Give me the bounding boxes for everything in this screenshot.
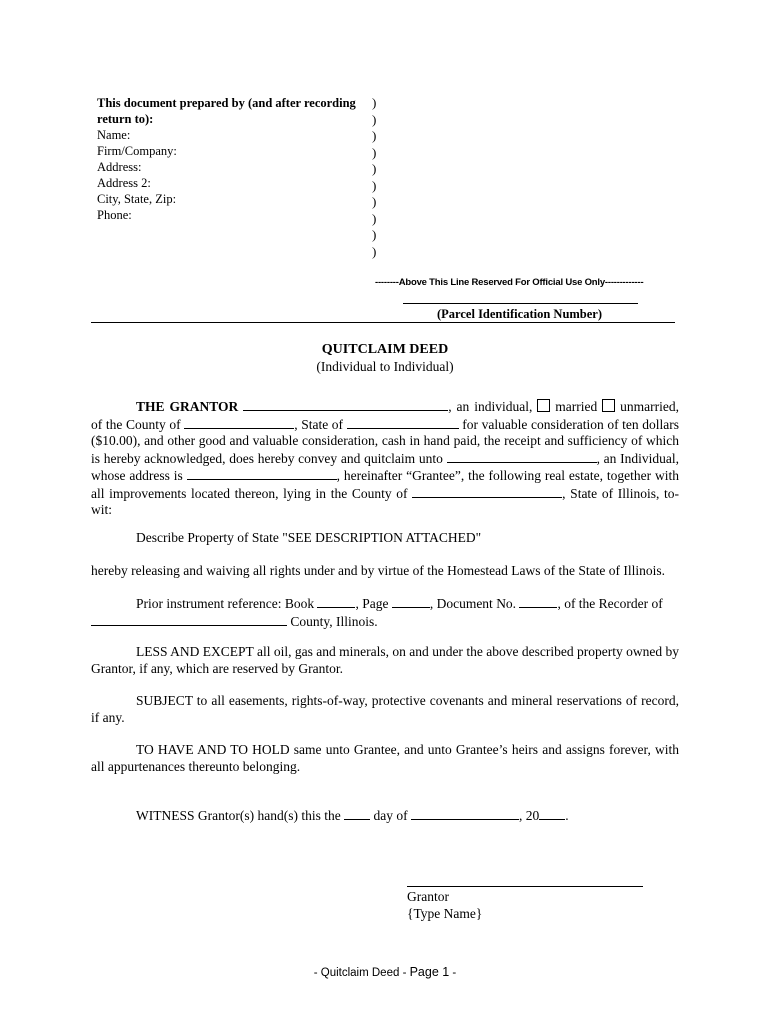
property-county-blank[interactable] — [412, 485, 562, 498]
paren: ) — [372, 128, 377, 143]
grantor-text-7: , State of Illinois, to-wit: — [91, 485, 679, 517]
prior-instrument-paragraph — [91, 595, 679, 630]
witness-line — [136, 807, 569, 825]
homestead-clause: hereby releasing and waiving all rights under and by virtue of the Homestead Laws of the State of Illinois. — [91, 563, 665, 578]
page-blank[interactable] — [392, 595, 430, 608]
parcel-number-blank[interactable] — [403, 303, 638, 304]
married-checkbox[interactable] — [537, 399, 550, 412]
grantor-text-2: unmarried, of the County of — [91, 399, 679, 432]
county-blank[interactable] — [184, 416, 294, 429]
paren: ) — [372, 177, 377, 193]
witness-text-3: , 20 — [518, 808, 540, 823]
witness-day-blank[interactable] — [344, 807, 370, 820]
preparer-field-address: Address: — [97, 160, 142, 174]
parcel-label: (Parcel Identification Number) — [437, 307, 603, 321]
preparer-heading-line2: return to): — [97, 112, 154, 126]
paren: ) — [372, 243, 377, 259]
paren-column — [372, 95, 376, 260]
signature-line[interactable] — [407, 886, 643, 887]
the-grantor-label: THE GRANTOR — [136, 399, 239, 414]
less-except-paragraph: LESS AND EXCEPT all oil, gas and minerals, on and under the above described property owned by Grantor, if any, which are reserved by Grantor. — [91, 644, 679, 676]
witness-year-blank[interactable] — [539, 807, 565, 820]
document-title: QUITCLAIM DEED — [321, 342, 449, 357]
grantor-name-blank[interactable] — [243, 398, 448, 411]
prior-text-5: County, Illinois. — [290, 613, 378, 629]
witness-text-1: WITNESS Grantor(s) hand(s) this the — [136, 808, 341, 823]
footer-page-number: Page 1 — [409, 965, 450, 979]
footer-right: - — [449, 967, 457, 979]
to-have-paragraph: TO HAVE AND TO HOLD same unto Grantee, and unto Grantee’s heirs and assigns forever, with all appurtenances thereunto belonging. — [91, 742, 679, 774]
page-footer — [0, 965, 770, 979]
grantor-text-5: , an Individual, whose address is — [91, 450, 679, 483]
prior-text-1: Prior instrument reference: Book — [136, 596, 315, 611]
grantee-address-blank[interactable] — [187, 467, 337, 480]
married-label: married — [555, 399, 598, 414]
signature-grantor-label: Grantor — [407, 889, 449, 904]
unmarried-checkbox[interactable] — [602, 399, 615, 412]
book-blank[interactable] — [317, 595, 355, 608]
signature-type-name: {Type Name} — [407, 906, 483, 921]
grantor-text-4: for valuable consideration of ten dollars ($10.00), and other good and valuable consideration, cash in hand paid, the receipt and sufficiency of which is hereby acknowledged, does hereby convey and quitclaim unto — [91, 416, 680, 466]
grantor-paragraph — [91, 398, 679, 519]
describe-property: Describe Property of State "SEE DESCRIPTION ATTACHED" — [136, 530, 482, 545]
divider-line — [91, 322, 675, 323]
paren: ) — [372, 227, 377, 242]
prior-text-3: , Document No. — [429, 596, 517, 611]
paren: ) — [372, 111, 377, 127]
preparer-field-city-state-zip: City, State, Zip: — [97, 192, 177, 206]
state-blank[interactable] — [347, 416, 459, 429]
grantor-text-6: , hereinafter “Grantee”, the following real estate, together with all improvements located thereon, lying in the County of — [91, 468, 679, 501]
document-number-blank[interactable] — [519, 595, 557, 608]
grantor-text-1: , an individual, — [448, 399, 533, 414]
preparer-field-name: Name: — [97, 128, 131, 142]
prior-text-4: , of the Recorder of — [557, 596, 663, 611]
preparer-heading-line1: This document prepared by (and after recording — [97, 96, 356, 110]
preparer-block — [97, 95, 356, 223]
witness-text-2: day of — [373, 808, 408, 823]
subject-to-paragraph: SUBJECT to all easements, rights-of-way, protective covenants and mineral reservations of record, if any. — [91, 693, 679, 725]
grantor-text-3: , State of — [294, 416, 344, 432]
preparer-field-phone: Phone: — [97, 208, 132, 222]
witness-text-4: . — [565, 808, 569, 823]
paren: ) — [372, 161, 377, 176]
grantee-name-blank[interactable] — [447, 450, 597, 463]
paren: ) — [372, 210, 377, 226]
recorder-county-blank[interactable] — [91, 613, 287, 626]
prior-text-2: , Page — [355, 596, 389, 611]
paren: ) — [372, 95, 377, 110]
paren: ) — [372, 194, 377, 209]
preparer-field-firm: Firm/Company: — [97, 144, 177, 158]
document-subtitle: (Individual to Individual) — [316, 359, 454, 374]
reserved-line: --------Above This Line Reserved For Official Use Only------------- — [375, 277, 644, 288]
witness-month-blank[interactable] — [411, 807, 519, 820]
footer-left: - Quitclaim Deed - — [313, 967, 410, 979]
paren: ) — [372, 144, 377, 160]
preparer-field-address2: Address 2: — [97, 176, 151, 190]
